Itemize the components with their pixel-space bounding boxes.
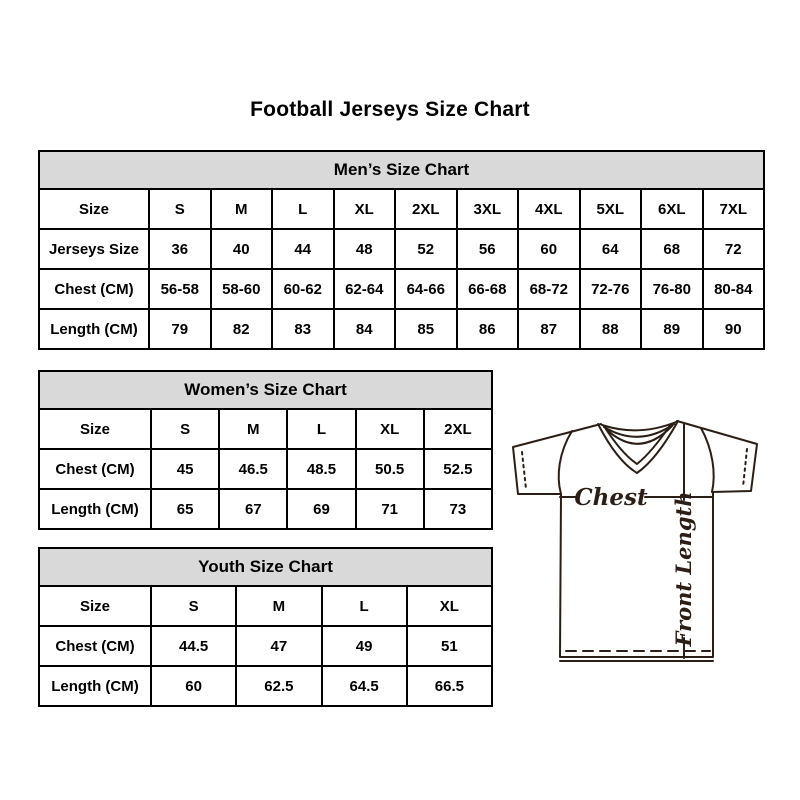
row-label-cell: Size xyxy=(39,189,149,229)
value-cell: 82 xyxy=(211,309,273,349)
value-cell: 69 xyxy=(287,489,355,529)
value-cell: 90 xyxy=(703,309,765,349)
table-row xyxy=(39,586,492,626)
value-cell: 56-58 xyxy=(149,269,211,309)
value-cell: 2XL xyxy=(395,189,457,229)
value-cell: 60 xyxy=(151,666,236,706)
value-cell: 58-60 xyxy=(211,269,273,309)
value-cell: L xyxy=(272,189,334,229)
value-cell: 3XL xyxy=(457,189,519,229)
value-cell: 48 xyxy=(334,229,396,269)
mens-size-table xyxy=(38,150,765,350)
value-cell: 44.5 xyxy=(151,626,236,666)
value-cell: 72 xyxy=(703,229,765,269)
mens-header-row xyxy=(39,151,764,189)
value-cell: 36 xyxy=(149,229,211,269)
value-cell: XL xyxy=(334,189,396,229)
value-cell: 52.5 xyxy=(424,449,492,489)
value-cell: XL xyxy=(356,409,424,449)
value-cell: 66-68 xyxy=(457,269,519,309)
womens-size-table xyxy=(38,370,493,530)
value-cell: 64 xyxy=(580,229,642,269)
value-cell: 85 xyxy=(395,309,457,349)
value-cell: M xyxy=(219,409,287,449)
value-cell: 49 xyxy=(322,626,407,666)
value-cell: 45 xyxy=(151,449,219,489)
value-cell: 62.5 xyxy=(236,666,321,706)
row-label-cell: Chest (CM) xyxy=(39,626,151,666)
value-cell: 83 xyxy=(272,309,334,349)
table-row xyxy=(39,449,492,489)
row-label-cell: Length (CM) xyxy=(39,489,151,529)
value-cell: 60 xyxy=(518,229,580,269)
value-cell: 88 xyxy=(580,309,642,349)
value-cell: 64.5 xyxy=(322,666,407,706)
value-cell: 6XL xyxy=(641,189,703,229)
value-cell: 76-80 xyxy=(641,269,703,309)
value-cell: 50.5 xyxy=(356,449,424,489)
row-label-cell: Size xyxy=(39,409,151,449)
womens-header-row xyxy=(39,371,492,409)
mens-table-title: Men’s Size Chart xyxy=(39,151,764,189)
page-title: Football Jerseys Size Chart xyxy=(250,98,530,121)
row-label-cell: Chest (CM) xyxy=(39,269,149,309)
value-cell: 51 xyxy=(407,626,492,666)
youth-size-table xyxy=(38,547,493,707)
value-cell: 44 xyxy=(272,229,334,269)
value-cell: 64-66 xyxy=(395,269,457,309)
value-cell: 80-84 xyxy=(703,269,765,309)
value-cell: 84 xyxy=(334,309,396,349)
table-row xyxy=(39,189,764,229)
value-cell: 67 xyxy=(219,489,287,529)
youth-table-title: Youth Size Chart xyxy=(39,548,492,586)
table-row xyxy=(39,666,492,706)
chest-label: Chest xyxy=(574,484,648,511)
youth-header-row xyxy=(39,548,492,586)
front-length-label: Front Length xyxy=(671,491,696,647)
value-cell: 65 xyxy=(151,489,219,529)
value-cell: 46.5 xyxy=(219,449,287,489)
jersey-diagram xyxy=(498,402,772,670)
value-cell: 71 xyxy=(356,489,424,529)
value-cell: 66.5 xyxy=(407,666,492,706)
value-cell: 56 xyxy=(457,229,519,269)
value-cell: S xyxy=(151,586,236,626)
value-cell: 62-64 xyxy=(334,269,396,309)
value-cell: 73 xyxy=(424,489,492,529)
value-cell: 40 xyxy=(211,229,273,269)
value-cell: S xyxy=(151,409,219,449)
table-row xyxy=(39,489,492,529)
value-cell: XL xyxy=(407,586,492,626)
table-row xyxy=(39,309,764,349)
value-cell: L xyxy=(287,409,355,449)
table-row xyxy=(39,229,764,269)
value-cell: M xyxy=(236,586,321,626)
value-cell: 48.5 xyxy=(287,449,355,489)
value-cell: 68 xyxy=(641,229,703,269)
value-cell: M xyxy=(211,189,273,229)
value-cell: 89 xyxy=(641,309,703,349)
value-cell: 47 xyxy=(236,626,321,666)
womens-table-title: Women’s Size Chart xyxy=(39,371,492,409)
table-row xyxy=(39,269,764,309)
value-cell: 5XL xyxy=(580,189,642,229)
value-cell: 2XL xyxy=(424,409,492,449)
value-cell: 72-76 xyxy=(580,269,642,309)
value-cell: 87 xyxy=(518,309,580,349)
row-label-cell: Jerseys Size xyxy=(39,229,149,269)
value-cell: 4XL xyxy=(518,189,580,229)
row-label-cell: Size xyxy=(39,586,151,626)
jersey-outline xyxy=(513,421,757,661)
table-row xyxy=(39,409,492,449)
value-cell: S xyxy=(149,189,211,229)
value-cell: 79 xyxy=(149,309,211,349)
row-label-cell: Chest (CM) xyxy=(39,449,151,489)
value-cell: 52 xyxy=(395,229,457,269)
row-label-cell: Length (CM) xyxy=(39,666,151,706)
table-row xyxy=(39,626,492,666)
value-cell: L xyxy=(322,586,407,626)
row-label-cell: Length (CM) xyxy=(39,309,149,349)
value-cell: 60-62 xyxy=(272,269,334,309)
value-cell: 7XL xyxy=(703,189,765,229)
value-cell: 86 xyxy=(457,309,519,349)
value-cell: 68-72 xyxy=(518,269,580,309)
